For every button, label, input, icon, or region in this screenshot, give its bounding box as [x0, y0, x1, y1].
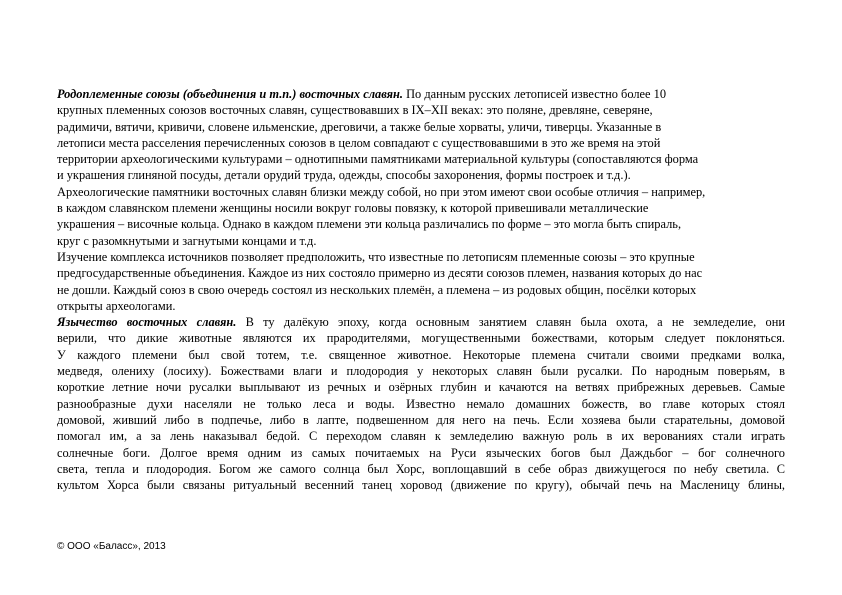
text-line	[57, 347, 785, 363]
text-line	[57, 151, 785, 167]
paragraph-text: открыты археологами.	[57, 298, 176, 313]
paragraph-text: территории археологическими культурами – однотипными памятниками материальной культуры (сопоставляются форма	[57, 152, 699, 167]
paragraph-text: предгосударственные объединения. Каждое из них состояло примерно из десяти союзов племен, названия которых до нас	[57, 266, 703, 281]
text-line	[57, 363, 785, 379]
text-line	[57, 461, 785, 477]
text-line	[57, 265, 785, 281]
paragraph-text: солнечные боги. Долгое время одним из самых почитаемых на Руси языческих богов был Даждьбог – бог солнечного	[57, 445, 785, 460]
text-line	[57, 314, 785, 330]
paragraph-text: По данным русских летописей известно более 10	[402, 87, 667, 101]
text-line	[57, 477, 785, 493]
paragraph-text: в каждом славянском племени женщины носили вокруг головы повязку, к которой привешивали металлические	[57, 201, 649, 216]
text-line	[57, 330, 785, 346]
paragraph-text: света, тепла и плодородия. Богом же самого солнца был Хорс, воплощавший в себе образ движущегося по небу светила. С	[57, 461, 785, 476]
text-line	[57, 282, 785, 298]
paragraph-text: Археологические памятники восточных славян близки между собой, но при этом имеют свои особые отличия – например,	[57, 184, 706, 199]
text-line	[57, 102, 785, 118]
section-heading: Родоплеменные союзы (объединения и т.п.) восточных славян.	[57, 87, 403, 101]
paragraph-text: разнообразные духи населяли не только леса и воды. Известно немало домашних божеств, во главе которых стоял	[57, 396, 785, 411]
text-line	[57, 412, 785, 428]
text-line	[57, 167, 785, 183]
paragraph-text: круг с разомкнутыми и загнутыми концами и т.д.	[57, 233, 317, 248]
paragraph-text: Изучение комплекса источников позволяет предположить, что известные по летописям племенные союзы – это крупные	[57, 249, 695, 264]
paragraph-text: помогал им, а за лень наказывал бедой. С переходом славян к земледелию важную роль в их верованиях стали играть	[57, 429, 785, 444]
paragraph-text: крупных племенных союзов восточных славян, существовавших в IX–XII веках: это поляне, древляне, северяне,	[57, 103, 653, 118]
paragraph-text: медведя, олениху (лосиху). Божествами влаги и плодородия у некоторых славян были русалки. По народным поверьям, в	[57, 364, 785, 379]
text-line	[57, 119, 785, 135]
paragraph-text: летописи места расселения перечисленных союзов в целом совпадают с существовавшими в это же время на этой	[57, 135, 661, 150]
text-line	[57, 396, 785, 412]
paragraph-text: короткие летние ночи русалки выплывают из речных и озёрных глубин и качаются на ветвях прибрежных деревьев. Самые	[57, 380, 785, 395]
text-line	[57, 216, 785, 232]
text-line	[57, 135, 785, 151]
paragraph-text: домовой, живший либо в подпечье, либо в лапте, подвешенном для него на печь. Если хозяева были старательны, домовой	[57, 412, 785, 427]
paragraph-text: У каждого племени был свой тотем, т.е. священное животное. Некоторые племена считали своими предками волка,	[57, 347, 785, 362]
text-line	[57, 249, 785, 265]
text-line	[57, 379, 785, 395]
text-line	[57, 445, 785, 461]
text-line	[57, 184, 785, 200]
paragraph-text: культом Хорса были связаны ритуальный весенний танец хоровод (движение по кругу), обычай печь на Масленицу блины,	[57, 478, 785, 493]
paragraph-text: и украшения глиняной посуды, детали орудий труда, одежды, способы захоронения, формы построек и т.д.).	[57, 168, 631, 183]
text-line	[57, 298, 785, 314]
text-line	[57, 233, 785, 249]
paragraph-text: верили, что дикие животные являются их прародителями, могущественными божествами, которым следует поклоняться.	[57, 331, 785, 346]
copyright-footer: © ООО «Баласс», 2013	[57, 541, 166, 552]
section-heading: Язычество восточных славян.	[57, 315, 237, 330]
text-line	[57, 200, 785, 216]
paragraph-text: украшения – височные кольца. Однако в каждом племени эти кольца различались по форме – это могла быть спираль,	[57, 217, 682, 232]
paragraph-text: не дошли. Каждый союз в свою очередь состоял из нескольких племён, а племена – из родовых общин, посёлки которых	[57, 282, 697, 297]
document-body	[57, 86, 785, 493]
text-line	[57, 86, 785, 102]
paragraph-text: В ту далёкую эпоху, когда основным занятием славян была охота, а не земледелие, они	[236, 315, 785, 330]
paragraph-text: радимичи, вятичи, кривичи, словене ильменские, дреговичи, а также белые хорваты, уличи, тиверцы. Указанные в	[57, 119, 662, 134]
text-line	[57, 428, 785, 444]
